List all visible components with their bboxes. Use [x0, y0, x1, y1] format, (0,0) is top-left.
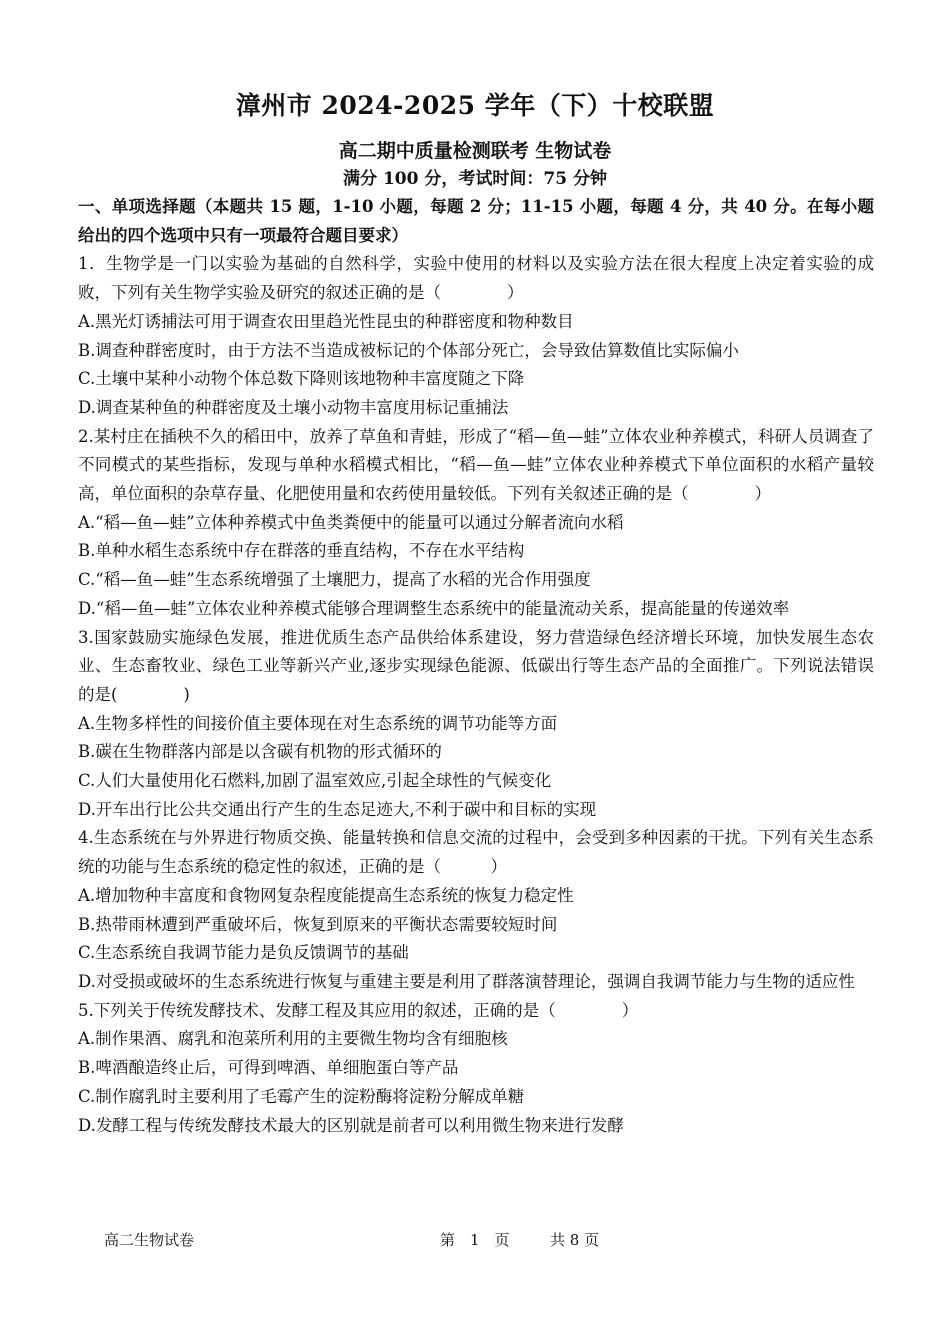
- option-b: B.调查种群密度时，由于方法不当造成被标记的个体部分死亡，会导致估算数值比实际偏小: [78, 340, 739, 360]
- option-a: A.制作果酒、腐乳和泡菜所利用的主要微生物均含有细胞核: [78, 1029, 508, 1049]
- option-a: A.黑光灯诱捕法可用于调查农田里趋光性昆虫的种群密度和物种数目: [78, 311, 574, 331]
- option-c: C.“稻—鱼—蛙”生态系统增强了土壤肥力，提高了水稻的光合作用强度: [78, 570, 591, 590]
- option-b: B.啤酒酿造终止后，可得到啤酒、单细胞蛋白等产品: [78, 1058, 459, 1078]
- page-footer: [0, 1226, 950, 1254]
- question-stem: 5.下列关于传统发酵技术、发酵工程及其应用的叙述，正确的是（ ）: [78, 1000, 639, 1020]
- option-d: D.发酵工程与传统发酵技术最大的区别就是前者可以利用微生物来进行发酵: [78, 1115, 624, 1135]
- option-c: C.人们大量使用化石燃料,加剧了温室效应,引起全球性的气候变化: [78, 771, 552, 791]
- exam-meta: 满分 100 分，考试时间：75 分钟: [343, 169, 607, 189]
- section-heading: 一、单项选择题（本题共 15 题，1-10 小题，每题 2 分；11-15 小题，每题 4 分，共 40 分。在每小题给出的四个选项中只有一项最符合题目要求）: [78, 197, 874, 245]
- question-stem: 3.国家鼓励实施绿色发展，推进优质生态产品供给体系建设，努力营造绿色经济增长环境，加快发展生态农业、生态畜牧业、绿色工业等新兴产业,逐步实现绿色能源、低碳出行等生态产品的全面推广。下列说法错误的是( ): [78, 627, 874, 704]
- option-d: D.“稻—鱼—蛙”立体农业种养模式能够合理调整生态系统中的能量流动关系，提高能量的传递效率: [78, 598, 790, 618]
- question-stem: 1．生物学是一门以实验为基础的自然科学，实验中使用的材料以及实验方法在很大程度上决定着实验的成败，下列有关生物学实验及研究的叙述正确的是（ ）: [78, 254, 874, 303]
- option-b: B.热带雨林遭到严重破坏后，恢复到原来的平衡状态需要较短时间: [78, 914, 558, 934]
- exam-title: 漳州市 2024-2025 学年（下）十校联盟: [235, 91, 715, 120]
- option-a: A.“稻—鱼—蛙”立体种养模式中鱼类粪便中的能量可以通过分解者流向水稻: [78, 512, 624, 532]
- question-5: [78, 997, 874, 1141]
- option-d: D.调查某种鱼的种群密度及土壤小动物丰富度用标记重捕法: [78, 397, 509, 417]
- option-d: D.对受损或破坏的生态系统进行恢复与重建主要是利用了群落演替理论，强调自我调节能力与生物的适应性: [78, 971, 855, 991]
- question-stem: 2.某村庄在插秧不久的稻田中，放养了草鱼和青蛙，形成了“稻—鱼—蛙”立体农业种养模式，科研人员调查了不同模式的某些指标，发现与单种水稻模式相比，“稻—鱼—蛙”立体农业种养模式下单位面积的水稻产量较高，单位面积的杂草存量、化肥使用量和农药使用量较低。下列有关叙述正确的是（ ）: [78, 426, 874, 504]
- option-b: B.碳在生物群落内部是以含碳有机物的形式循环的: [78, 742, 442, 762]
- exam-subtitle: 高二期中质量检测联考 生物试卷: [338, 140, 612, 162]
- question-1: [78, 250, 874, 422]
- question-2: [78, 423, 874, 624]
- footer-page-total: 共 8 页: [550, 1231, 600, 1249]
- question-stem: 4.生态系统在与外界进行物质交换、能量转换和信息交流的过程中，会受到多种因素的干扰。下列有关生态系统的功能与生态系统的稳定性的叙述，正确的是（ ）: [78, 828, 874, 877]
- option-b: B.单种水稻生态系统中存在群落的垂直结构，不存在水平结构: [78, 541, 525, 561]
- footer-course: 高二生物试卷: [104, 1231, 195, 1249]
- option-d: D.开车出行比公共交通出行产生的生态足迹大,不利于碳中和目标的实现: [78, 799, 597, 819]
- question-4: [78, 824, 874, 996]
- exam-content: [78, 193, 874, 1140]
- footer-page-number: 第 1 页: [440, 1231, 510, 1249]
- option-c: C.生态系统自我调节能力是负反馈调节的基础: [78, 943, 409, 963]
- option-c: C.土壤中某种小动物个体总数下降则该地物种丰富度随之下降: [78, 369, 525, 389]
- question-3: [78, 624, 874, 825]
- option-c: C.制作腐乳时主要利用了毛霉产生的淀粉酶将淀粉分解成单糖: [78, 1086, 525, 1106]
- option-a: A.增加物种丰富度和食物网复杂程度能提高生态系统的恢复力稳定性: [78, 885, 574, 905]
- option-a: A.生物多样性的间接价值主要体现在对生态系统的调节功能等方面: [78, 713, 558, 733]
